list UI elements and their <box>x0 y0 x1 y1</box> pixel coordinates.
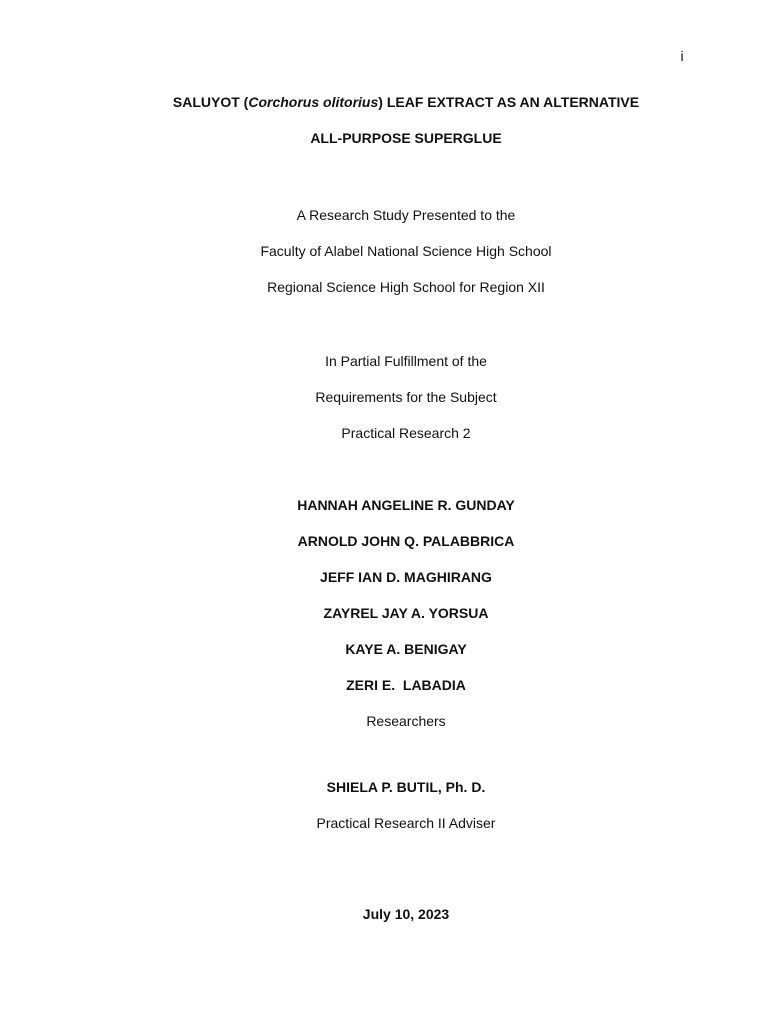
title-line-1 <box>0 93 768 111</box>
researcher-name: KAYE A. BENIGAY <box>345 641 467 657</box>
researcher-name: ARNOLD JOHN Q. PALABBRICA <box>297 533 515 549</box>
researcher-name: ZAYREL JAY A. YORSUA <box>323 605 489 621</box>
fulfillment-line-1: In Partial Fulfillment of the <box>325 353 487 369</box>
title-line-2: ALL-PURPOSE SUPERGLUE <box>310 130 502 146</box>
page-number: i <box>680 48 684 64</box>
title-suffix: ) LEAF EXTRACT AS AN ALTERNATIVE <box>378 94 640 110</box>
submission-date: July 10, 2023 <box>362 906 450 922</box>
researcher-name: ZERI E. LABADIA <box>346 677 466 693</box>
researcher-name: HANNAH ANGELINE R. GUNDAY <box>297 497 515 513</box>
presentation-line-3: Regional Science High School for Region XII <box>267 279 545 295</box>
adviser-name: SHIELA P. BUTIL, Ph. D. <box>326 779 486 795</box>
fulfillment-line-2: Requirements for the Subject <box>315 389 497 405</box>
presentation-line-2: Faculty of Alabel National Science High School <box>260 243 552 259</box>
researchers-label: Researchers <box>366 713 446 729</box>
adviser-role: Practical Research II Adviser <box>316 815 496 831</box>
title-scientific-name: Corchorus olitorius <box>248 94 379 110</box>
title-prefix: SALUYOT ( <box>172 94 249 110</box>
fulfillment-line-3: Practical Research 2 <box>341 425 471 441</box>
presentation-line-1: A Research Study Presented to the <box>296 207 516 223</box>
researcher-name: JEFF IAN D. MAGHIRANG <box>320 569 492 585</box>
